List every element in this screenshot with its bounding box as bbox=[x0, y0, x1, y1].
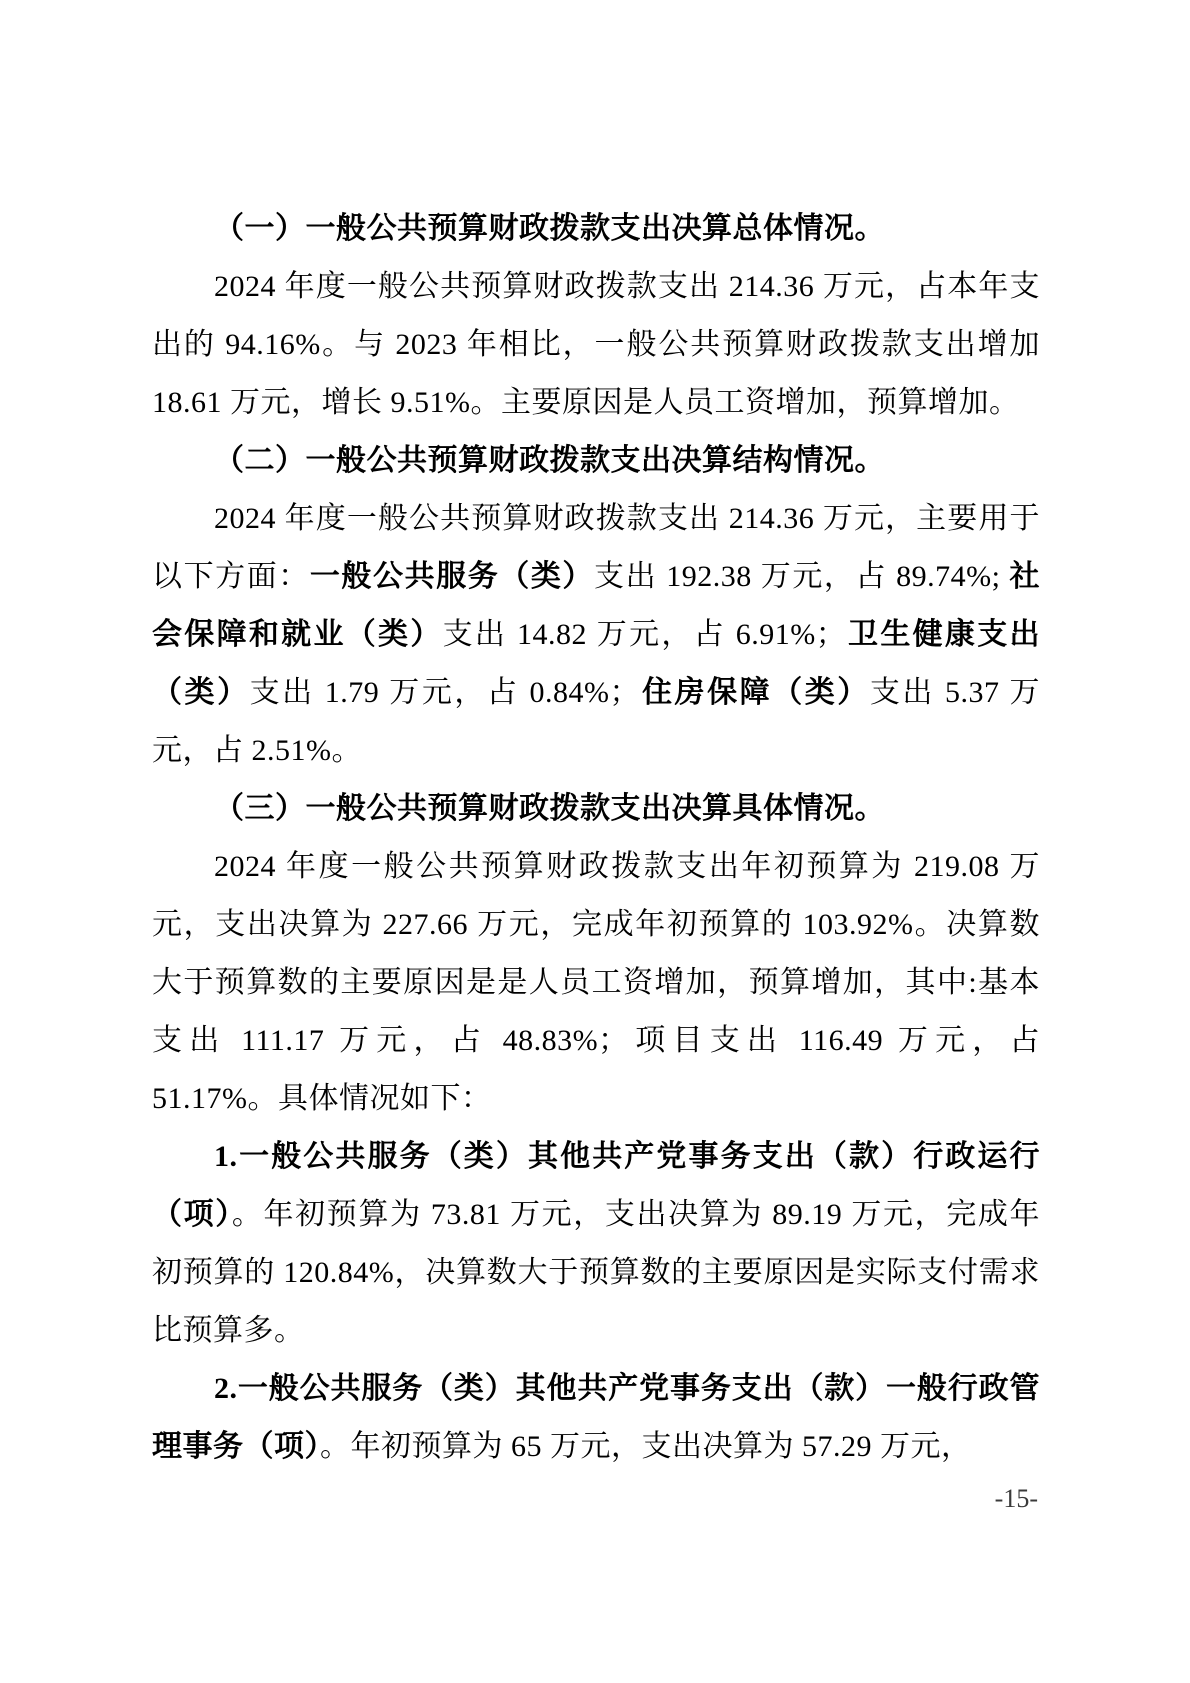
bold-text-run: 社会保障和就业（类） bbox=[152, 560, 1041, 651]
text-run: 。年初预算为 65 万元，支出决算为 57.29 万元， bbox=[320, 1430, 972, 1463]
page-number: -15- bbox=[994, 1484, 1038, 1513]
text-run: 支出 5.37 万元，占 2.51%。 bbox=[152, 676, 1041, 767]
text-run: 2024 年度一般公共预算财政拨款支出年初预算为 219.08 万元，支出决算为 227.66 万元，完成年初预算的 103.92%。决算数大于预算数的主要原因是是人员工资增加，预算增加，其中:基本支出 111.17 万元，占 48.83%；项目支出 116.49 万元，占 51.17%。具体情况如下： bbox=[152, 850, 1040, 1115]
text-run: 支出 14.82 万元，占 6.91%； bbox=[442, 618, 847, 651]
bold-text-run: 1.一般公共服务（类）其他共产党事务支出（款）行政运行（项） bbox=[152, 1140, 1040, 1231]
item-1-paragraph bbox=[152, 1128, 1040, 1360]
section-2-paragraph bbox=[152, 490, 1040, 780]
section-1-paragraph bbox=[152, 258, 1040, 432]
bold-text-run: 住房保障（类） bbox=[640, 676, 870, 709]
section-3-paragraph bbox=[152, 838, 1040, 1128]
text-run: 。年初预算为 73.81 万元，支出决算为 89.19 万元，完成年初预算的 120.84%，决算数大于预算数的主要原因是实际支付需求比预算多。 bbox=[152, 1198, 1041, 1347]
bold-text-run: 一般公共服务（类） bbox=[309, 560, 594, 593]
text-run: 支出 192.38 万元，占 89.74%; bbox=[594, 560, 1010, 593]
text-run: 支出 1.79 万元，占 0.84%； bbox=[249, 676, 640, 709]
section-3-heading: （三）一般公共预算财政拨款支出决算具体情况。 bbox=[214, 792, 885, 825]
bold-text-run: 卫生健康支出（类） bbox=[152, 618, 1040, 709]
text-run: 2024 年度一般公共预算财政拨款支出 214.36 万元，占本年支出的 94.16%。与 2023 年相比，一般公共预算财政拨款支出增加 18.61 万元，增长 9.51%。主要原因是人员工资增加，预算增加。 bbox=[152, 270, 1040, 419]
bold-text-run: 2.一般公共服务（类）其他共产党事务支出（款）一般行政管理事务（项） bbox=[152, 1372, 1040, 1463]
text-run: 2024 年度一般公共预算财政拨款支出 214.36 万元，主要用于以下方面： bbox=[152, 502, 1040, 593]
document-body bbox=[152, 200, 1040, 1476]
section-2-heading: （二）一般公共预算财政拨款支出决算结构情况。 bbox=[214, 444, 885, 477]
section-1-heading: （一）一般公共预算财政拨款支出决算总体情况。 bbox=[214, 212, 885, 245]
item-2-paragraph bbox=[152, 1360, 1040, 1476]
